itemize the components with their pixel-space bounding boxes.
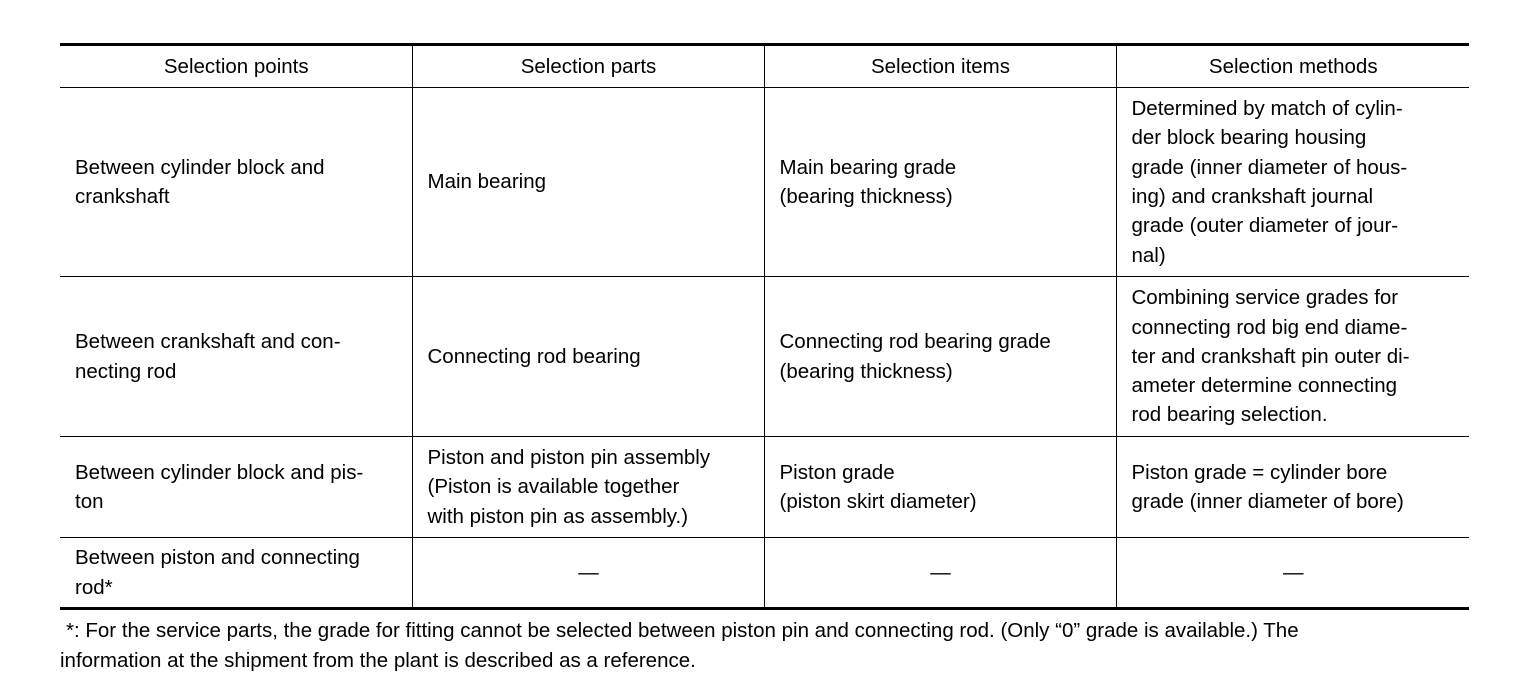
cell-line: ameter determine connecting bbox=[1131, 374, 1398, 398]
cell-selection-method bbox=[1116, 88, 1469, 277]
cell-line: (Piston is available together bbox=[427, 475, 680, 499]
cell-line: (bearing thickness) bbox=[779, 359, 953, 383]
cell-line: nal) bbox=[1131, 243, 1166, 267]
cell-line: ing) and crankshaft journal bbox=[1131, 185, 1374, 208]
cell-line: Connecting rod bearing grade bbox=[779, 330, 1051, 354]
cell-line: der block bearing housing bbox=[1131, 126, 1367, 150]
cell-selection-part bbox=[412, 437, 764, 538]
cell-selection-method bbox=[1116, 538, 1469, 609]
cell-line: (bearing thickness) bbox=[779, 185, 953, 208]
cell-selection-point bbox=[60, 538, 412, 609]
cell-selection-part bbox=[412, 88, 764, 277]
cell-line: connecting rod big end diame- bbox=[1131, 315, 1408, 339]
cell-line: rod bearing selection. bbox=[1131, 403, 1328, 427]
header-selection-points: Selection points bbox=[60, 45, 412, 88]
cell-line: Between crankshaft and con- bbox=[75, 330, 341, 354]
cell-line: Between cylinder block and pis- bbox=[75, 460, 364, 484]
table-row bbox=[60, 88, 1469, 277]
cell-line: Between piston and connecting bbox=[75, 546, 360, 570]
header-selection-methods: Selection methods bbox=[1116, 45, 1469, 88]
cell-selection-method bbox=[1116, 437, 1469, 538]
header-selection-parts: Selection parts bbox=[412, 45, 764, 88]
table-row bbox=[60, 277, 1469, 437]
footnote-line: information at the shipment from the plant is described as a reference. bbox=[60, 649, 696, 672]
cell-line: rod* bbox=[75, 575, 113, 599]
footnote bbox=[60, 616, 1469, 676]
header-selection-items: Selection items bbox=[764, 45, 1116, 88]
cell-line: Determined by match of cylin- bbox=[1131, 97, 1403, 121]
cell-line: Between cylinder block and bbox=[75, 155, 325, 179]
cell-selection-method bbox=[1116, 277, 1469, 437]
cell-line: Main bearing grade bbox=[779, 155, 957, 179]
header-row bbox=[60, 45, 1469, 88]
cell-line: — bbox=[1283, 560, 1304, 584]
cell-line: (piston skirt diameter) bbox=[779, 490, 977, 513]
cell-line: crankshaft bbox=[75, 185, 170, 208]
cell-selection-part bbox=[412, 277, 764, 437]
cell-selection-point bbox=[60, 277, 412, 437]
cell-line: ter and crankshaft pin outer di- bbox=[1131, 344, 1410, 368]
cell-line: Combining service grades for bbox=[1131, 286, 1399, 310]
table-row bbox=[60, 538, 1469, 609]
cell-line: necting rod bbox=[75, 359, 177, 383]
cell-line: — bbox=[578, 560, 599, 584]
cell-line: Piston grade = cylinder bore bbox=[1131, 460, 1388, 484]
footnote-line: *: For the service parts, the grade for fitting cannot be selected between piston pin and connecting rod. (Only “0” grade is available.) The bbox=[66, 619, 1299, 642]
cell-line: Main bearing bbox=[427, 170, 547, 194]
cell-selection-item bbox=[764, 277, 1116, 437]
cell-line: grade (inner diameter of hous- bbox=[1131, 155, 1408, 179]
cell-selection-point bbox=[60, 88, 412, 277]
cell-selection-item bbox=[764, 88, 1116, 277]
cell-line: ton bbox=[75, 490, 104, 513]
cell-selection-item bbox=[764, 437, 1116, 538]
cell-line: Piston and piston pin assembly bbox=[427, 446, 711, 470]
cell-selection-point bbox=[60, 437, 412, 538]
cell-selection-item bbox=[764, 538, 1116, 609]
cell-line: Piston grade bbox=[779, 460, 895, 484]
cell-line: grade (inner diameter of bore) bbox=[1131, 490, 1404, 513]
cell-line: grade (outer diameter of jour- bbox=[1131, 214, 1399, 238]
selection-table bbox=[60, 43, 1469, 610]
cell-selection-part bbox=[412, 538, 764, 609]
cell-line: with piston pin as assembly.) bbox=[427, 504, 689, 528]
table-row bbox=[60, 437, 1469, 538]
document-page bbox=[60, 43, 1469, 676]
cell-line: Connecting rod bearing bbox=[427, 344, 641, 368]
cell-line: — bbox=[930, 560, 951, 584]
